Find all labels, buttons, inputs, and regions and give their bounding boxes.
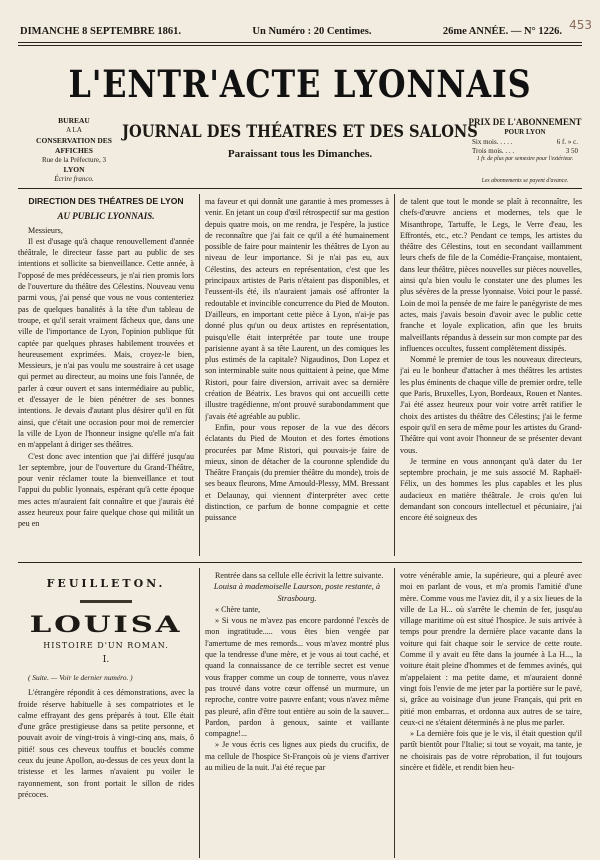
- letter-paragraph-1: » Si vous ne m'avez pas encore pardonné l'excès de mon ingratitude..... vous êtes bien vengée par l'amertume de mes remords... vous m'avez montré plus que la tendresse d'une mère, et je vous ai tout caché, et quand la connaissance de ce terrible secret est venue vous frapper comme un coup de tonnerre, vous n'avez pas trouvé dans votre cœur offensé un murmure, un reproche, contre votre pauvre enfant; vous n'avez même pas pleuré, afin d'être tout entière au soin de la sauver... Pardon, pardon à genoux, sainte et vaillante compagne!...: [205, 616, 389, 739]
- issue-number: 26me ANNÉE. — N° 1226.: [442, 26, 562, 37]
- feuilleton-label: FEUILLETON.: [46, 577, 166, 590]
- top-line: [20, 26, 562, 37]
- subscription-heading: PRIX DE L'ABONNEMENT: [468, 117, 582, 127]
- feuilleton-col3-text-2: » La dernière fois que je le vis, il était question qu'il partît bientôt pour l'Italie; si tout se voyait, ma tante, je ne choisirais pas de votre réprobation, il fut toujours sincère et fidèle, et rendit bien heu-: [400, 729, 582, 773]
- article-col3-paragraph3: Je termine en vous annonçant qu'à dater du 1er septembre prochain, je me suis associé M. Raphaël-Félix, un des hommes les plus capables et les plus audacieux en matière théâtrale. Je crois qu'en lui demandant son concours intellectuel et pécuniaire, j'ai encore été soigneux des: [400, 456, 582, 523]
- subscription-row-six: [466, 138, 584, 147]
- article-column-2: [205, 196, 389, 556]
- article-column-1: [18, 196, 194, 556]
- top-rule: [18, 42, 582, 43]
- bureau-line5: LYON: [63, 165, 85, 175]
- masthead-subtitle: JOURNAL DES THÉATRES ET DES SALONS: [122, 122, 478, 142]
- article-column-3: [400, 196, 582, 556]
- letter-paragraph-2: » Je vous écris ces lignes aux pieds du crucifix, de ma cellule de l'hospice St-François où je viens d'arriver au milieu de la nuit. J'ai été reçue par: [205, 740, 389, 773]
- subscription-place: POUR LYON: [504, 128, 546, 137]
- feuilleton-title: LOUISA: [29, 612, 183, 638]
- handwritten-number: 453: [569, 18, 592, 32]
- bureau-line2: A LA: [66, 126, 82, 135]
- feuilleton-note: ( Suite. — Voir le dernier numéro. ): [28, 673, 133, 682]
- six-months-price: 6 f. » c.: [556, 137, 578, 146]
- article-col2-paragraph1: ma faveur et qui donnât une garantie à mes promesses à venir. En jetant un coup d'œil rétrospectif sur ma gestion depuis quatre mois, on me rendra, je l'espère, la justice de reconnaître que j'ai fait ce qu'il a été humainement possible de faire pour maintenir les théâtres de Lyon au niveau de leur importance. Si je n'ai pas eu, aux Célestins, des acteurs en représentation, c'est que les principaux artistes de Paris n'étaient pas disponibles, et l'eussent-ils été, ils n'auraient jamais osé affronter la redoutable et invincible concurrence du Pied de Mouton. D'ailleurs, en important cette pièce à Lyon, n'ai-je pas donné plus qu'un ou deux artistes en représentation, puisqu'elle était interprétée par toute une troupe parisienne ayant à sa tête Laurent, un des comiques les plus estimés de la capitale? Nigaudinos, Don Lopez et son interminable suite nous quittaient à peine, que Mme Ristori, pour faire diversion, arrivait avec sa dernière création de Béatrix. Les bravos qui ont accueilli cette illustre tragédienne, m'ont prouvé surabondamment que j'avais été agréable au public.: [205, 197, 389, 421]
- article-col3-paragraph2: Nommé le premier de tous les nouveaux directeurs, j'ai eu le bonheur d'attacher à mes théâtres les artistes les plus éminents de chaque ville de premier ordre, telle que Paris, Bruxelles, Lyon, Bordeaux, Rouen et Nantes. J'ai été assez heureux pour voir votre arrêt ratifier le choix des artistes du théâtre des Célestins; j'ai le ferme espoir qu'il en sera de même pour les artistes du Grand-Théâtre qui vont avoir l'honneur de se présenter devant vous.: [400, 355, 582, 455]
- bureau-line4: Rue de la Préfecture, 3: [42, 155, 106, 164]
- article-salutation: Messieurs,: [28, 225, 63, 235]
- subscription-note1: 1 fr. de plus par semestre pour l'extérieur.: [476, 156, 574, 163]
- subscription-box: [466, 116, 584, 186]
- ornament-divider: [80, 600, 132, 603]
- feuilleton-col2-intro: Rentrée dans sa cellule elle écrivit la lettre suivante.: [215, 571, 384, 580]
- column-divider-3: [199, 568, 200, 858]
- feuilleton-col3-text: votre vénérable amie, la supérieure, qui a pleuré avec moi en parlant de vous, et m'a promis l'amitié d'une mère. Comme vous me l'aviez dit, il y a six lieues de la ville de La H... où s'arrête le chemin de fer, jusqu'au village maritime où est situé l'hospice. Je suis arrivée à temps pour prendre la dernière place vacante dans la voiture qui fait chaque soir le service de cette route. Comme il y avait eu fête dans la journée à La H..., la voiture était pleine d'hommes et de femmes avinés, qui m'appelaient : ma petite dame, et m'auraient donné vingt fois l'envie de me jeter par la portière sur le pavé, si, grâce au voisinage d'un jeune Français, qui prit en pitié mon embarras, et ordonna aux autres de se taire, ceux-ci ne s'étaient déterminés à ne plus me parler.: [400, 571, 582, 727]
- masthead-tagline: Paraissant tous les Dimanches.: [227, 148, 373, 160]
- article-col1-paragraph1: Il est d'usage qu'à chaque renouvellement d'année théâtrale, le directeur fasse part au public de ses intentions et sollicite sa bienveillance. Cette année, à l'opposé de mes prédécesseurs, je n'ai rien promis lors de l'ouverture du théâtre des Célestins. Nouveau venu parmi vous, j'ai pensé que vous ne vous contenteriez pas de quelques banalités à la tête d'un tableau de troupe, et qu'il serait vraiment fâcheux que, dans une ville de l'importance de Lyon, l'opinion publique fût captée par quelques phrases habilement trouvées et heureusement exprimées. Mais, croyez-le bien, Messieurs, je n'ai pas voulu me soustraire à cet usage qui permet au directeur, au moins une fois l'année, de parler à cœur ouvert et sans intermédiaire au public, et d'essayer de le bien pénétrer de ses bonnes intentions. Je devais d'autant plus désirer qu'il en fût ainsi, que c'était une occasion pour moi de remercier la ville de Lyon de l'honneur insigne qu'elle m'a fait en m'appelant à diriger ses théâtres.: [18, 236, 194, 450]
- feuilleton-rule: [18, 562, 582, 563]
- column-divider-1: [199, 194, 200, 556]
- feuilleton-column-2: [205, 570, 389, 858]
- masthead-bottom-rule: [18, 188, 582, 189]
- letter-heading: Louisa à mademoiselle Laurson, poste restante, à Strasbourg.: [213, 582, 381, 603]
- six-months-label: Six mois. . . . .: [472, 137, 513, 146]
- bureau-line3: CONSERVATION DES AFFICHES: [36, 135, 112, 155]
- article-title: DIRECTION DES THÉATRES DE LYON: [28, 196, 184, 206]
- issue-price: Un Numéro : 20 Centimes.: [252, 26, 372, 37]
- feuilleton-chapter: I.: [102, 655, 110, 665]
- article-col2-paragraph2: Enfin, pour vous reposer de la vue des décors éclatants du Pied de Mouton et des fortes émotions procurées par Mme Ristori, qui pouvais-je faire de mieux, sinon de détacher de la couronne splendide du Théâtre Français (du premier théâtre du monde), trois de ses beaux fleurons, Mme Arnould-Plessy, MM. Bressant et Delaunay, qui viennent d'interpréter avec cette distinction, ce parfum de bonne compagnie et cette puissance: [205, 422, 389, 523]
- feuilleton-col1-text: L'étrangère répondit à ces démonstrations, avec la froide réserve habituelle à ses compatriotes et le calme effrayant des gens préparés à tout. Elle était d'une grâce prestigieuse dans sa petite personne, et pouvait avoir de vingt-trois à vingt-cinq ans, mais, ô pitié! sous ces cheveux touffus et bouclés comme ceux du jeune Apollon, au-dessus de ces yeux dont la tristesse et les larmes n'avaient pu voiler le rayonnement, son front portait le sillon de rides précoces.: [18, 688, 194, 799]
- article-col1-paragraph2: C'est donc avec intention que j'ai différé jusqu'au 1er septembre, jour de l'ouverture du Grand-Théâtre, pour venir réclamer toute la bienveillance et tout l'appui du public lyonnais, espérant qu'à cette époque mes actes m'auraient fait connaître et que j'aurais été assez heureux pour faire quelque chose qui militât un peu en: [18, 451, 194, 529]
- subscription-note2: Les abonnements se payent d'avance.: [481, 178, 569, 185]
- bureau-line6: Écrire franco.: [54, 175, 94, 184]
- article-subtitle: AU PUBLIC LYONNAIS.: [57, 211, 155, 222]
- feuilleton-subtitle: HISTOIRE D'UN ROMAN.: [43, 641, 169, 650]
- issue-date: DIMANCHE 8 SEPTEMBRE 1861.: [20, 26, 182, 37]
- column-divider-2: [394, 194, 395, 556]
- masthead-title: L'ENTR'ACTE LYONNAIS: [68, 62, 532, 106]
- bureau-line1: BUREAU: [58, 116, 90, 125]
- column-divider-4: [394, 568, 395, 858]
- top-rule-double: [18, 45, 582, 46]
- feuilleton-column-3: [400, 570, 582, 858]
- letter-salutation: « Chère tante,: [215, 604, 261, 614]
- article-col3-paragraph1: de talent que tout le monde se plaît à reconnaître, les chefs-d'œuvre anciens et modernes, tels que le Misanthrope, Tartuffe, le Legs, le Verre d'eau, les Effrontés, etc., etc.? Pendant ce temps, les artistes du théâtre des Célestins, tout en secondant vaillamment leurs chefs de file de la Comédie-Française, montaient, dans leur théâtre, pièces nouvelles sur pièces nouvelles, ainsi qu'a bien voulu le constater une des plumes les plus sévères de la presse lyonnaise. Voici pour le passé. Loin de moi la pensée de me faire le panégyriste de mes actes, mais j'avais besoin d'avoir avec le public cette franche et loyale explication, afin que les bruits malveillants répandus à dessein sur mon compte par des influences occultes, fussent complètement dissipés.: [400, 197, 582, 353]
- feuilleton-column-1: [18, 672, 194, 822]
- three-months-label: Trois mois. . . .: [472, 147, 515, 156]
- three-months-price: 3 50: [565, 147, 578, 156]
